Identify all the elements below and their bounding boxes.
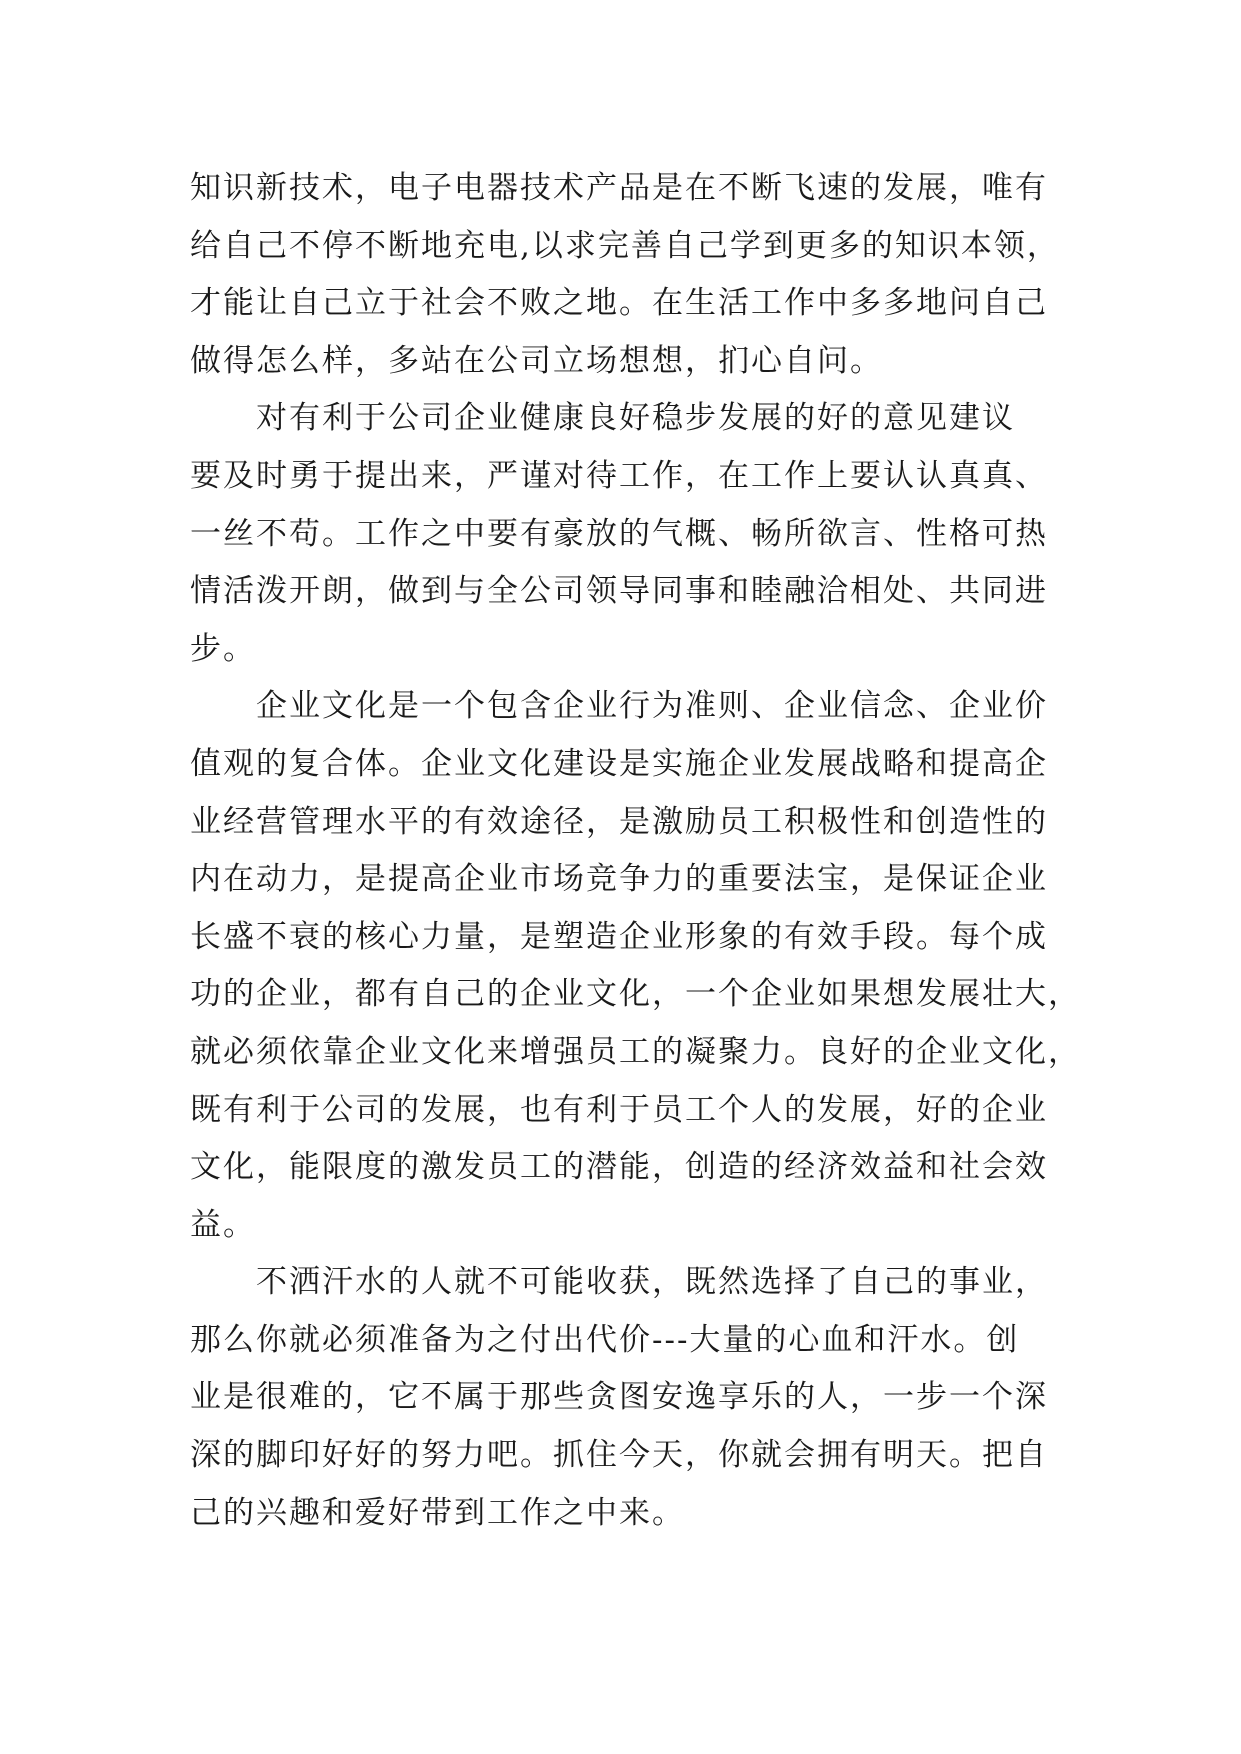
document-body — [190, 160, 1090, 1542]
text-line: 既有利于公司的发展，也有利于员工个人的发展，好的企业 — [190, 1091, 1048, 1128]
paragraph — [190, 678, 1090, 1254]
text-line: 值观的复合体。企业文化建设是实施企业发展战略和提高企 — [190, 745, 1048, 782]
text-line: 业经营管理水平的有效途径，是激励员工积极性和创造性的 — [190, 803, 1048, 840]
text-line: 步。 — [190, 630, 256, 667]
text-line: 益。 — [190, 1206, 256, 1243]
text-line: 深的脚印好好的努力吧。抓住今天，你就会拥有明天。把自 — [190, 1437, 1048, 1474]
text-line: 企业文化是一个包含企业行为准则、企业信念、企业价 — [190, 688, 1048, 725]
text-line: 情活泼开朗，做到与全公司领导同事和睦融洽相处、共同进 — [190, 573, 1048, 610]
text-line: 给自己不停不断地充电,以求完善自己学到更多的知识本领， — [190, 227, 1060, 264]
text-line: 内在动力，是提高企业市场竞争力的重要法宝，是保证企业 — [190, 861, 1048, 898]
text-line: 做得怎么样，多站在公司立场想想，扪心自问。 — [190, 342, 883, 379]
text-line: 己的兴趣和爱好带到工作之中来。 — [190, 1494, 685, 1531]
text-line: 业是很难的，它不属于那些贪图安逸享乐的人，一步一个深 — [190, 1379, 1048, 1416]
paragraph — [190, 160, 1090, 390]
text-line: 知识新技术，电子电器技术产品是在不断飞速的发展，唯有 — [190, 170, 1048, 206]
text-line: 长盛不衰的核心力量，是塑造企业形象的有效手段。每个成 — [190, 918, 1048, 955]
text-line: 不洒汗水的人就不可能收获，既然选择了自己的事业， — [190, 1264, 1048, 1301]
text-line: 那么你就必须准备为之付出代价---大量的心血和汗水。创 — [190, 1321, 1020, 1358]
text-line: 功的企业，都有自己的企业文化，一个企业如果想发展壮大， — [190, 976, 1081, 1013]
text-line: 文化，能限度的激发员工的潜能，创造的经济效益和社会效 — [190, 1149, 1048, 1186]
text-line: 一丝不苟。工作之中要有豪放的气概、畅所欲言、性格可热 — [190, 515, 1048, 552]
text-line: 要及时勇于提出来，严谨对待工作，在工作上要认认真真、 — [190, 457, 1048, 494]
paragraph — [190, 390, 1090, 678]
text-line: 对有利于公司企业健康良好稳步发展的好的意见建议 — [190, 400, 1015, 437]
text-line: 才能让自己立于社会不败之地。在生活工作中多多地问自己 — [190, 285, 1048, 322]
paragraph — [190, 1254, 1090, 1542]
text-line: 就必须依靠企业文化来增强员工的凝聚力。良好的企业文化， — [190, 1033, 1081, 1070]
